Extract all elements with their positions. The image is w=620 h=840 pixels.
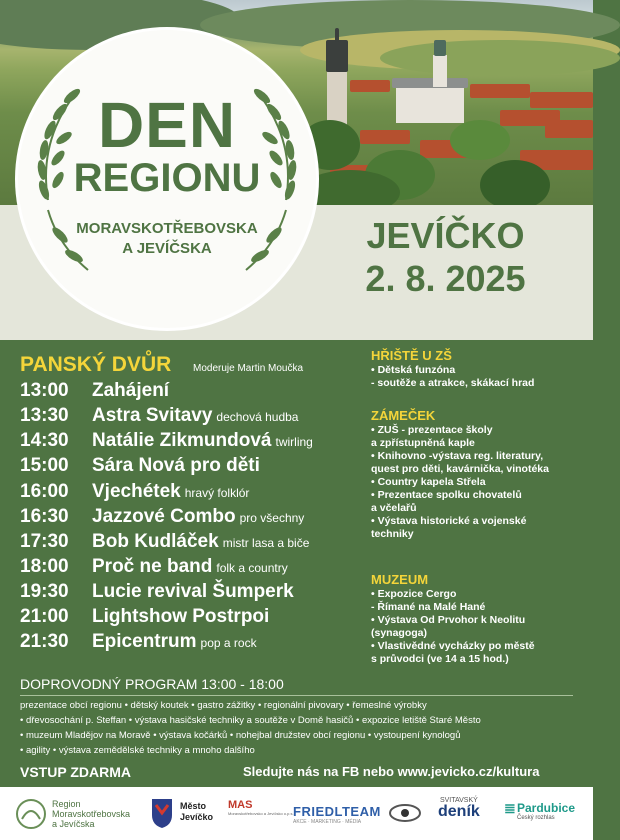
venue-line: • ZUŠ - prezentace školy [371, 424, 493, 436]
schedule-time: 17:30 [20, 531, 69, 552]
schedule-note: twirling [275, 435, 313, 449]
venue-line: - Římané na Malé Hané [371, 601, 486, 613]
venue-line: • Country kapela Střela [371, 476, 486, 488]
denik-logo-text: deník [438, 803, 480, 820]
schedule-name: Bob Kudláček [92, 531, 219, 552]
schedule-time: 21:00 [20, 606, 69, 627]
event-date: 2. 8. 2025 [365, 258, 526, 299]
venue-line: • Výstava historické a vojenské [371, 515, 527, 527]
schedule-note: folk a country [216, 561, 288, 575]
moderator: Moderuje Martin Moučka [193, 363, 304, 374]
facebook-link[interactable]: Sledujte nás na FB nebo www.jevicko.cz/kultura [243, 764, 540, 779]
event-place: JEVÍČKO [366, 215, 525, 256]
venue-line: quest pro děti, kavárnička, vinotéka [371, 463, 549, 475]
region-logo-icon [14, 797, 48, 831]
mas-logo-text: MAS [228, 799, 253, 811]
friedlteam-logo-sub: AKCE · MARKETING · MÉDIA [293, 819, 362, 825]
pardubice-radio-icon: ≣ [504, 800, 516, 816]
venue-line: • Výstava Od Prvohor k Neolitu [371, 614, 526, 626]
region-logo-line: Moravskotřebovska [52, 809, 131, 819]
schedule-item [20, 380, 173, 404]
accompanying-line: • dřevosochání p. Steffan • výstava hasičské techniky a soutěže v Domě hasičů • expozice letiště Staré Město [20, 715, 481, 726]
friedlteam-logo-text: FRIEDLTEAM [293, 804, 381, 819]
schedule-time: 18:00 [20, 556, 69, 577]
schedule-time: 21:30 [20, 631, 69, 652]
accompanying-title: DOPROVODNÝ PROGRAM 13:00 - 18:00 [20, 676, 284, 692]
denik-logo [438, 797, 480, 820]
accompanying-line: prezentace obcí regionu • dětský koutek • gastro zážitky • regionální pivovary • řemeslné výrobky [20, 700, 427, 711]
subtitle-line-1: MORAVSKOTŘEBOVSKA [76, 220, 258, 237]
schedule-note: pro všechny [239, 511, 305, 525]
schedule-name: Epicentrum [92, 631, 197, 652]
schedule-item [20, 531, 309, 555]
schedule-time: 16:00 [20, 481, 69, 502]
pardubice-logo [517, 801, 575, 821]
schedule-item [20, 556, 288, 580]
venue-list-zamecek [371, 424, 586, 541]
venue-title-hriste: HŘIŠTĚ U ZŠ [371, 348, 452, 363]
divider [20, 695, 573, 696]
venue-line: a včelařů [371, 502, 417, 514]
venue-line: • Expozice Cergo [371, 588, 457, 600]
schedule-item [20, 405, 298, 429]
schedule-note: pop a rock [200, 636, 257, 650]
schedule-note: mistr lasa a biče [222, 536, 310, 550]
schedule-name: Lucie revival Šumperk [92, 581, 294, 602]
venue-line: • Dětská funzóna [371, 364, 456, 376]
schedule-name: Natálie Zikmundová [92, 430, 272, 451]
venue-line: techniky [371, 528, 414, 540]
title-line-1: DEN [97, 89, 237, 161]
town-crest-icon [150, 797, 174, 829]
venue-list-muzeum [371, 588, 586, 666]
venue-line: • Vlastivědné vycházky po městě [371, 640, 535, 652]
pardubice-logo-sub: Český rozhlas [517, 815, 555, 821]
venue-list-hriste [371, 364, 586, 390]
schedule-name: Vjechétek [92, 481, 181, 502]
venue-line: s průvodci (ve 14 a 15 hod.) [371, 653, 509, 665]
schedule-item [20, 455, 264, 479]
schedule-item [20, 506, 304, 530]
schedule-item [20, 581, 298, 605]
schedule-name: Jazzové Combo [92, 506, 236, 527]
venue-line: • Prezentace spolku chovatelů [371, 489, 522, 501]
venue-title-zamecek: ZÁMEČEK [371, 408, 436, 423]
schedule-name: Zahájení [92, 380, 170, 401]
town-logo [180, 801, 213, 823]
schedule-item [20, 631, 257, 655]
venue-line: • Knihovno -výstava reg. literatury, [371, 450, 544, 462]
schedule-item [20, 606, 273, 630]
schedule-time: 15:00 [20, 455, 69, 476]
accompanying-line: • agility • výstava zemědělské techniky a mnoho dalšího [20, 745, 255, 756]
free-entry: VSTUP ZDARMA [20, 764, 131, 780]
sponsor-footer [0, 787, 593, 840]
venue-line: - soutěže a atrakce, skákací hrad [371, 377, 535, 389]
schedule-name: Astra Svitavy [92, 405, 213, 426]
region-logo [52, 799, 130, 829]
region-logo-line: a Jevíčska [52, 819, 95, 829]
title-line-2: REGIONU [73, 156, 261, 200]
schedule-note: dechová hudba [216, 410, 299, 424]
subtitle-line-2: A JEVÍČSKA [122, 240, 212, 257]
pardubice-logo-text: Pardubice [517, 801, 576, 815]
schedule-name: Sára Nová pro děti [92, 455, 260, 476]
town-logo-line: Město [180, 801, 207, 811]
schedule-item [20, 481, 249, 505]
venue-line: (synagoga) [371, 627, 428, 639]
schedule-time: 13:30 [20, 405, 69, 426]
accompanying-line: • muzeum Mladějov na Moravě • výstava kočárků • nohejbal družstev obcí regionu • vystoupení kynologů [20, 730, 461, 741]
schedule-note: hravý folklór [184, 486, 250, 500]
schedule-name: Proč ne band [92, 556, 213, 577]
schedule-time: 13:00 [20, 380, 69, 401]
eye-logo-icon [388, 801, 422, 825]
region-logo-line: Region [52, 799, 81, 809]
town-logo-line: Jevíčko [180, 812, 214, 822]
mas-logo [228, 799, 294, 816]
schedule-item [20, 430, 313, 454]
schedule-title: PANSKÝ DVŮR [20, 353, 172, 376]
venue-line: a zpřístupněná kaple [371, 437, 475, 449]
schedule-time: 19:30 [20, 581, 69, 602]
venue-title-muzeum: MUZEUM [371, 572, 429, 587]
schedule-name: Lightshow Postrpoi [92, 606, 270, 627]
denik-logo-top: SVITAVSKÝ [439, 797, 478, 804]
schedule-time: 14:30 [20, 430, 69, 451]
friedlteam-logo [293, 804, 381, 825]
mas-logo-sub: Moravskotřebovsko a Jevíčsko o.p.s. [228, 811, 294, 816]
schedule-time: 16:30 [20, 506, 69, 527]
title-badge [18, 30, 316, 328]
